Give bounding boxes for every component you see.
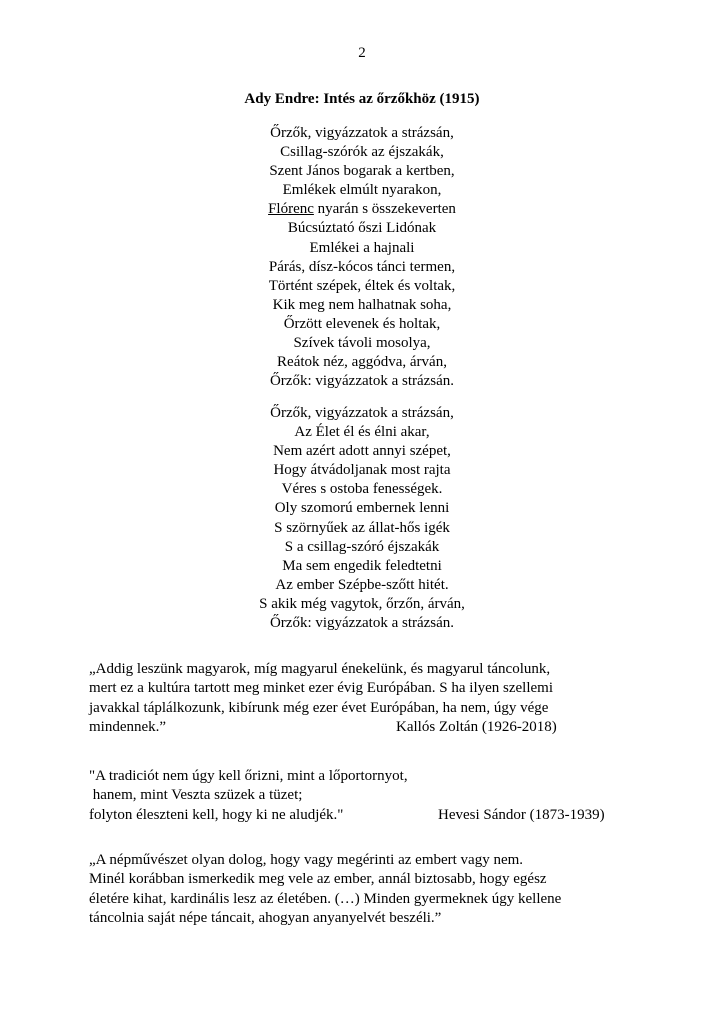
quote-hevesi: [89, 767, 649, 825]
verse-line: Véres s ostoba fenességek.: [281, 481, 443, 498]
poem-stanza-2: [0, 404, 724, 633]
verse-line: Őrzők: vigyázzatok a strázsán.: [269, 615, 455, 632]
quote-line-text: mindennek.”: [89, 719, 167, 736]
verse-line: Emlékek elmúlt nyarakon,: [282, 182, 442, 199]
poem-stanza-1: [0, 124, 724, 391]
verse-line: S szörnyűek az állat-hős igék: [274, 519, 450, 536]
verse-line: Őrzők, vigyázzatok a strázsán,: [270, 405, 454, 421]
verse-line: Emlékei a hajnali: [309, 239, 415, 256]
quote-line: javakkal táplálkozunk, kibírunk még ezer évet Európában, ha nem, úgy vége: [89, 699, 549, 716]
verse-line: Az ember Szépbe-szőtt hitét.: [275, 576, 449, 593]
verse-line: Reátok néz, aggódva, árván,: [277, 354, 447, 371]
verse-line: S akik még vagytok, őrzőn, árván,: [259, 595, 465, 612]
quote-line: mert ez a kultúra tartott meg minket ezer évig Európában. S ha ilyen szellemi: [89, 680, 553, 697]
verse-line: Őrzők, vigyázzatok a strázsán,: [270, 125, 454, 141]
verse-line-florenc: [0, 200, 724, 219]
quote-line-text: folyton éleszteni kell, hogy ki ne aludjék.": [89, 806, 344, 823]
verse-line: Őrzött elevenek és holtak,: [283, 315, 441, 332]
quote-line: „A népművészet olyan dolog, hogy vagy megérinti az embert vagy nem.: [89, 852, 524, 868]
quote-line: táncolnia saját népe táncait, ahogyan anyanyelvét beszéli.”: [89, 910, 442, 927]
quote-line: "A tradiciót nem úgy kell őrizni, mint a lőportornyot,: [89, 768, 408, 784]
quote-folk-art: [89, 851, 649, 929]
quote-line: „Addig leszünk magyarok, míg magyarul énekelünk, és magyarul táncolunk,: [89, 661, 551, 677]
quote-author-kallos: Kallós Zoltán (1926-2018): [396, 719, 557, 736]
quote-line: hanem, mint Veszta szüzek a tüzet;: [89, 787, 303, 804]
quote-line-with-author: [89, 806, 649, 825]
verse-line: Szent János bogarak a kertben,: [269, 163, 455, 180]
verse-line: Ma sem engedik feledtetni: [282, 557, 442, 574]
verse-line: Hogy átvádoljanak most rajta: [273, 462, 451, 479]
page-number: 2: [358, 45, 366, 61]
verse-line: Párás, dísz-kócos tánci termen,: [268, 258, 456, 275]
verse-line: Történt szépek, éltek és voltak,: [268, 277, 456, 294]
verse-line: Csillag-szórók az éjszakák,: [280, 144, 444, 161]
florenc-link[interactable]: Flórenc: [268, 201, 314, 218]
verse-line: Búcsúztató őszi Lidónak: [287, 220, 437, 237]
quote-line: Minél korábban ismerkedik meg vele az ember, annál biztosabb, hogy egész: [89, 871, 547, 888]
quote-line-with-author: [89, 718, 649, 737]
verse-line: Őrzők: vigyázzatok a strázsán.: [269, 373, 455, 390]
poem-title: Ady Endre: Intés az őrzőkhöz (1915): [244, 91, 480, 107]
verse-line: Szívek távoli mosolya,: [293, 335, 431, 352]
quote-author-hevesi: Hevesi Sándor (1873-1939): [438, 806, 605, 823]
quote-kallos: [89, 660, 649, 738]
verse-line: Kik meg nem halhatnak soha,: [272, 296, 452, 313]
verse-line: Oly szomorú embernek lenni: [274, 500, 450, 517]
verse-line: Az Élet él és élni akar,: [294, 424, 430, 441]
verse-line: Nem azért adott annyi szépet,: [273, 443, 451, 460]
verse-line-rest: nyarán s összekeverten: [317, 201, 456, 218]
verse-line: S a csillag-szóró éjszakák: [284, 538, 440, 555]
quote-line: életére kihat, kardinális lesz az életében. (…) Minden gyermeknek úgy kellene: [89, 890, 562, 907]
